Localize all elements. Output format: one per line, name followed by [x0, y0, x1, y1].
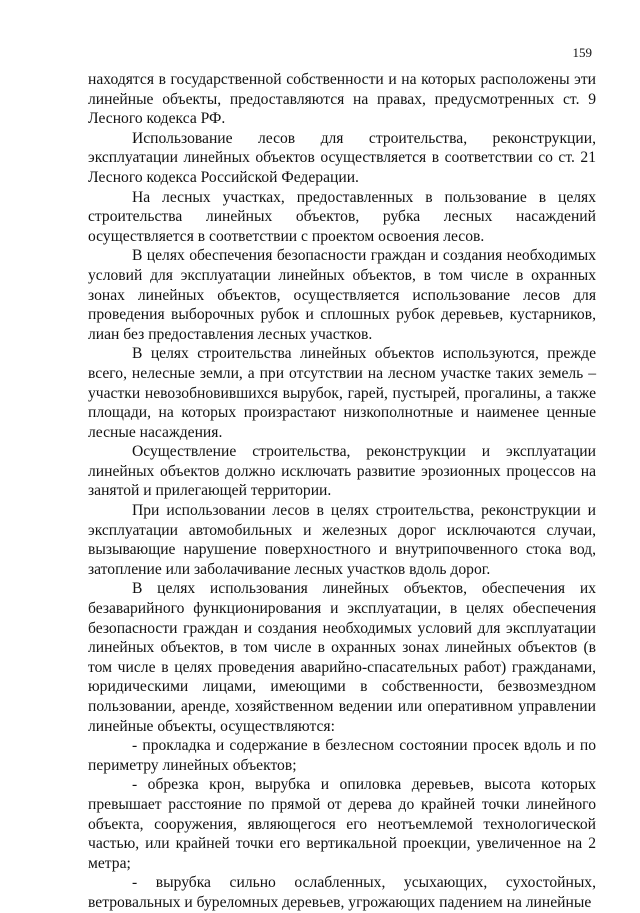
paragraph-safety: В целях обеспечения безопасности граждан и создания необходимых условий для эксплуатации линейных объектов, в том числе в охранных зонах линейных объектов, осуществляется использование лесов для проведения выборочных рубок и сплошных рубок деревьев, кустарников, лиан без предоставления лесных участков.: [88, 247, 596, 343]
paragraph-continuation: находятся в государственной собственности и на которых расположены эти линейные объекты, предоставляются на правах, предусмотренных ст. 9 Лесного кодекса РФ.: [88, 71, 596, 128]
page-text: [88, 70, 596, 913]
paragraph-erosion: Осуществление строительства, реконструкции и эксплуатации линейных объектов должно исключать развитие эрозионных процессов на занятой и прилегающей территории.: [88, 443, 596, 500]
paragraph-forest-use: Использование лесов для строительства, реконструкции, эксплуатации линейных объектов осуществляется в соответствии со ст. 21 Лесного кодекса Российской Федерации.: [88, 129, 596, 186]
list-item-felling: - вырубка сильно ослабленных, усыхающих, сухостойных, ветровальных и буреломных деревьев, угрожающих падением на линейные: [88, 874, 596, 911]
paragraph-roads: При использовании лесов в целях строительства, реконструкции и эксплуатации автомобильных и железных дорог исключаются случаи, вызывающие нарушение поверхностного и внутрипочвенного стока вод, затопление или заболачивание лесных участков вдоль дорог.: [88, 502, 596, 578]
list-item-clearings: - прокладка и содержание в безлесном состоянии просек вдоль и по периметру линейных объектов;: [88, 737, 596, 774]
paragraph-forest-plots: На лесных участках, предоставленных в пользование в целях строительства линейных объектов, рубка лесных насаждений осуществляется в соответствии с проектом освоения лесов.: [88, 188, 596, 245]
paragraph-construction-lands: В целях строительства линейных объектов используются, прежде всего, нелесные земли, а при отсутствии на лесном участке таких земель – участки невозобновившихся вырубок, гарей, пустырей, прогалины, а также площади, на которых произрастают низкополнотные и наименее ценные лесные насаждения.: [88, 345, 596, 441]
paragraph-operation: В целях использования линейных объектов, обеспечения их безаварийного функционирования и эксплуатации, в целях обеспечения безопасности граждан и создания необходимых условий для эксплуатации линейных объектов, в том числе в охранных зонах линейных объектов (в том числе в целях проведения аварийно-спасательных работ) гражданами, юридическими лицами, имеющими в собственности, безвозмездном пользовании, аренде, хозяйственном ведении или оперативном управлении линейные объекты, осуществляются:: [88, 580, 596, 735]
page-number: 159: [572, 45, 592, 60]
list-item-pruning: - обрезка крон, вырубка и опиловка деревьев, высота которых превышает расстояние по прямой от дерева до крайней точки линейного объекта, сооружения, являющегося его неотъемлемой технологической частью, или крайней точки его вертикальной проекции, увеличенное на 2 метра;: [88, 776, 596, 872]
